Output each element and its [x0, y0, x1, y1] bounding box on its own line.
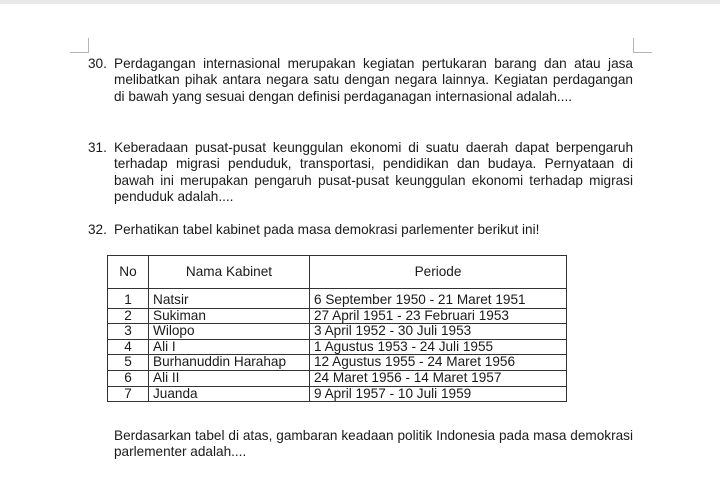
cell-no: 2 [108, 308, 149, 324]
question-text: Perdagangan internasional merupakan kegiatan pertukaran barang dan atau jasa melibatkan pihak antara negara satu dengan negara lainnya. Kegiatan perdagangan di bawah yang sesuai dengan definisi perdaganagan internasional adalah.... [114, 56, 633, 104]
cell-periode: 3 April 1952 - 30 Juli 1953 [310, 324, 567, 340]
cell-no: 1 [108, 289, 149, 309]
cell-no: 5 [108, 355, 149, 371]
toolbar-strip [0, 0, 720, 4]
table-row [108, 386, 567, 402]
cell-no: 7 [108, 386, 149, 402]
question-number: 31. [88, 140, 107, 155]
cell-nama: Sukiman [149, 308, 310, 324]
question-text: Perhatikan tabel kabinet pada masa demokrasi parlementer berikut ini! [114, 222, 540, 237]
cell-no: 6 [108, 370, 149, 386]
cell-nama: Ali I [149, 339, 310, 355]
table-row [108, 308, 567, 324]
question-32 [88, 222, 633, 238]
cell-periode: 1 Agustus 1953 - 24 Juli 1955 [310, 339, 567, 355]
question-number: 30. [88, 56, 107, 71]
table-row [108, 355, 567, 371]
cell-periode: 24 Maret 1956 - 14 Maret 1957 [310, 370, 567, 386]
table-row [108, 370, 567, 386]
cell-nama: Ali II [149, 370, 310, 386]
table-row [108, 339, 567, 355]
header-no: No [108, 256, 149, 289]
question-number: 32. [88, 222, 107, 237]
table-header-row [108, 256, 567, 289]
header-nama-kabinet: Nama Kabinet [149, 256, 310, 289]
cell-periode: 6 September 1950 - 21 Maret 1951 [310, 289, 567, 309]
question-text: Keberadaan pusat-pusat keunggulan ekonomi di suatu daerah dapat berpengaruh terhadap migrasi penduduk, transportasi, pendidikan dan budaya. Pernyataan di bawah ini merupakan pengaruh pusat-pusat keunggulan ekonomi terhadap migrasi penduduk adalah.... [114, 140, 633, 204]
cell-periode: 12 Agustus 1955 - 24 Maret 1956 [310, 355, 567, 371]
cabinet-table [107, 255, 567, 402]
cell-nama: Natsir [149, 289, 310, 309]
table-row [108, 289, 567, 309]
header-periode: Periode [310, 256, 567, 289]
cell-no: 4 [108, 339, 149, 355]
question-31 [88, 140, 633, 205]
margin-corner-right [633, 38, 652, 53]
cell-nama: Juanda [149, 386, 310, 402]
cell-nama: Burhanuddin Harahap [149, 355, 310, 371]
table-row [108, 324, 567, 340]
cell-no: 3 [108, 324, 149, 340]
cell-periode: 27 April 1951 - 23 Februari 1953 [310, 308, 567, 324]
cell-nama: Wilopo [149, 324, 310, 340]
question-30 [88, 56, 633, 105]
question-32-prompt: Berdasarkan tabel di atas, gambaran keadaan politik Indonesia pada masa demokrasi parlementer adalah.... [114, 428, 633, 460]
cell-periode: 9 April 1957 - 10 Juli 1959 [310, 386, 567, 402]
margin-corner-left [70, 38, 89, 53]
